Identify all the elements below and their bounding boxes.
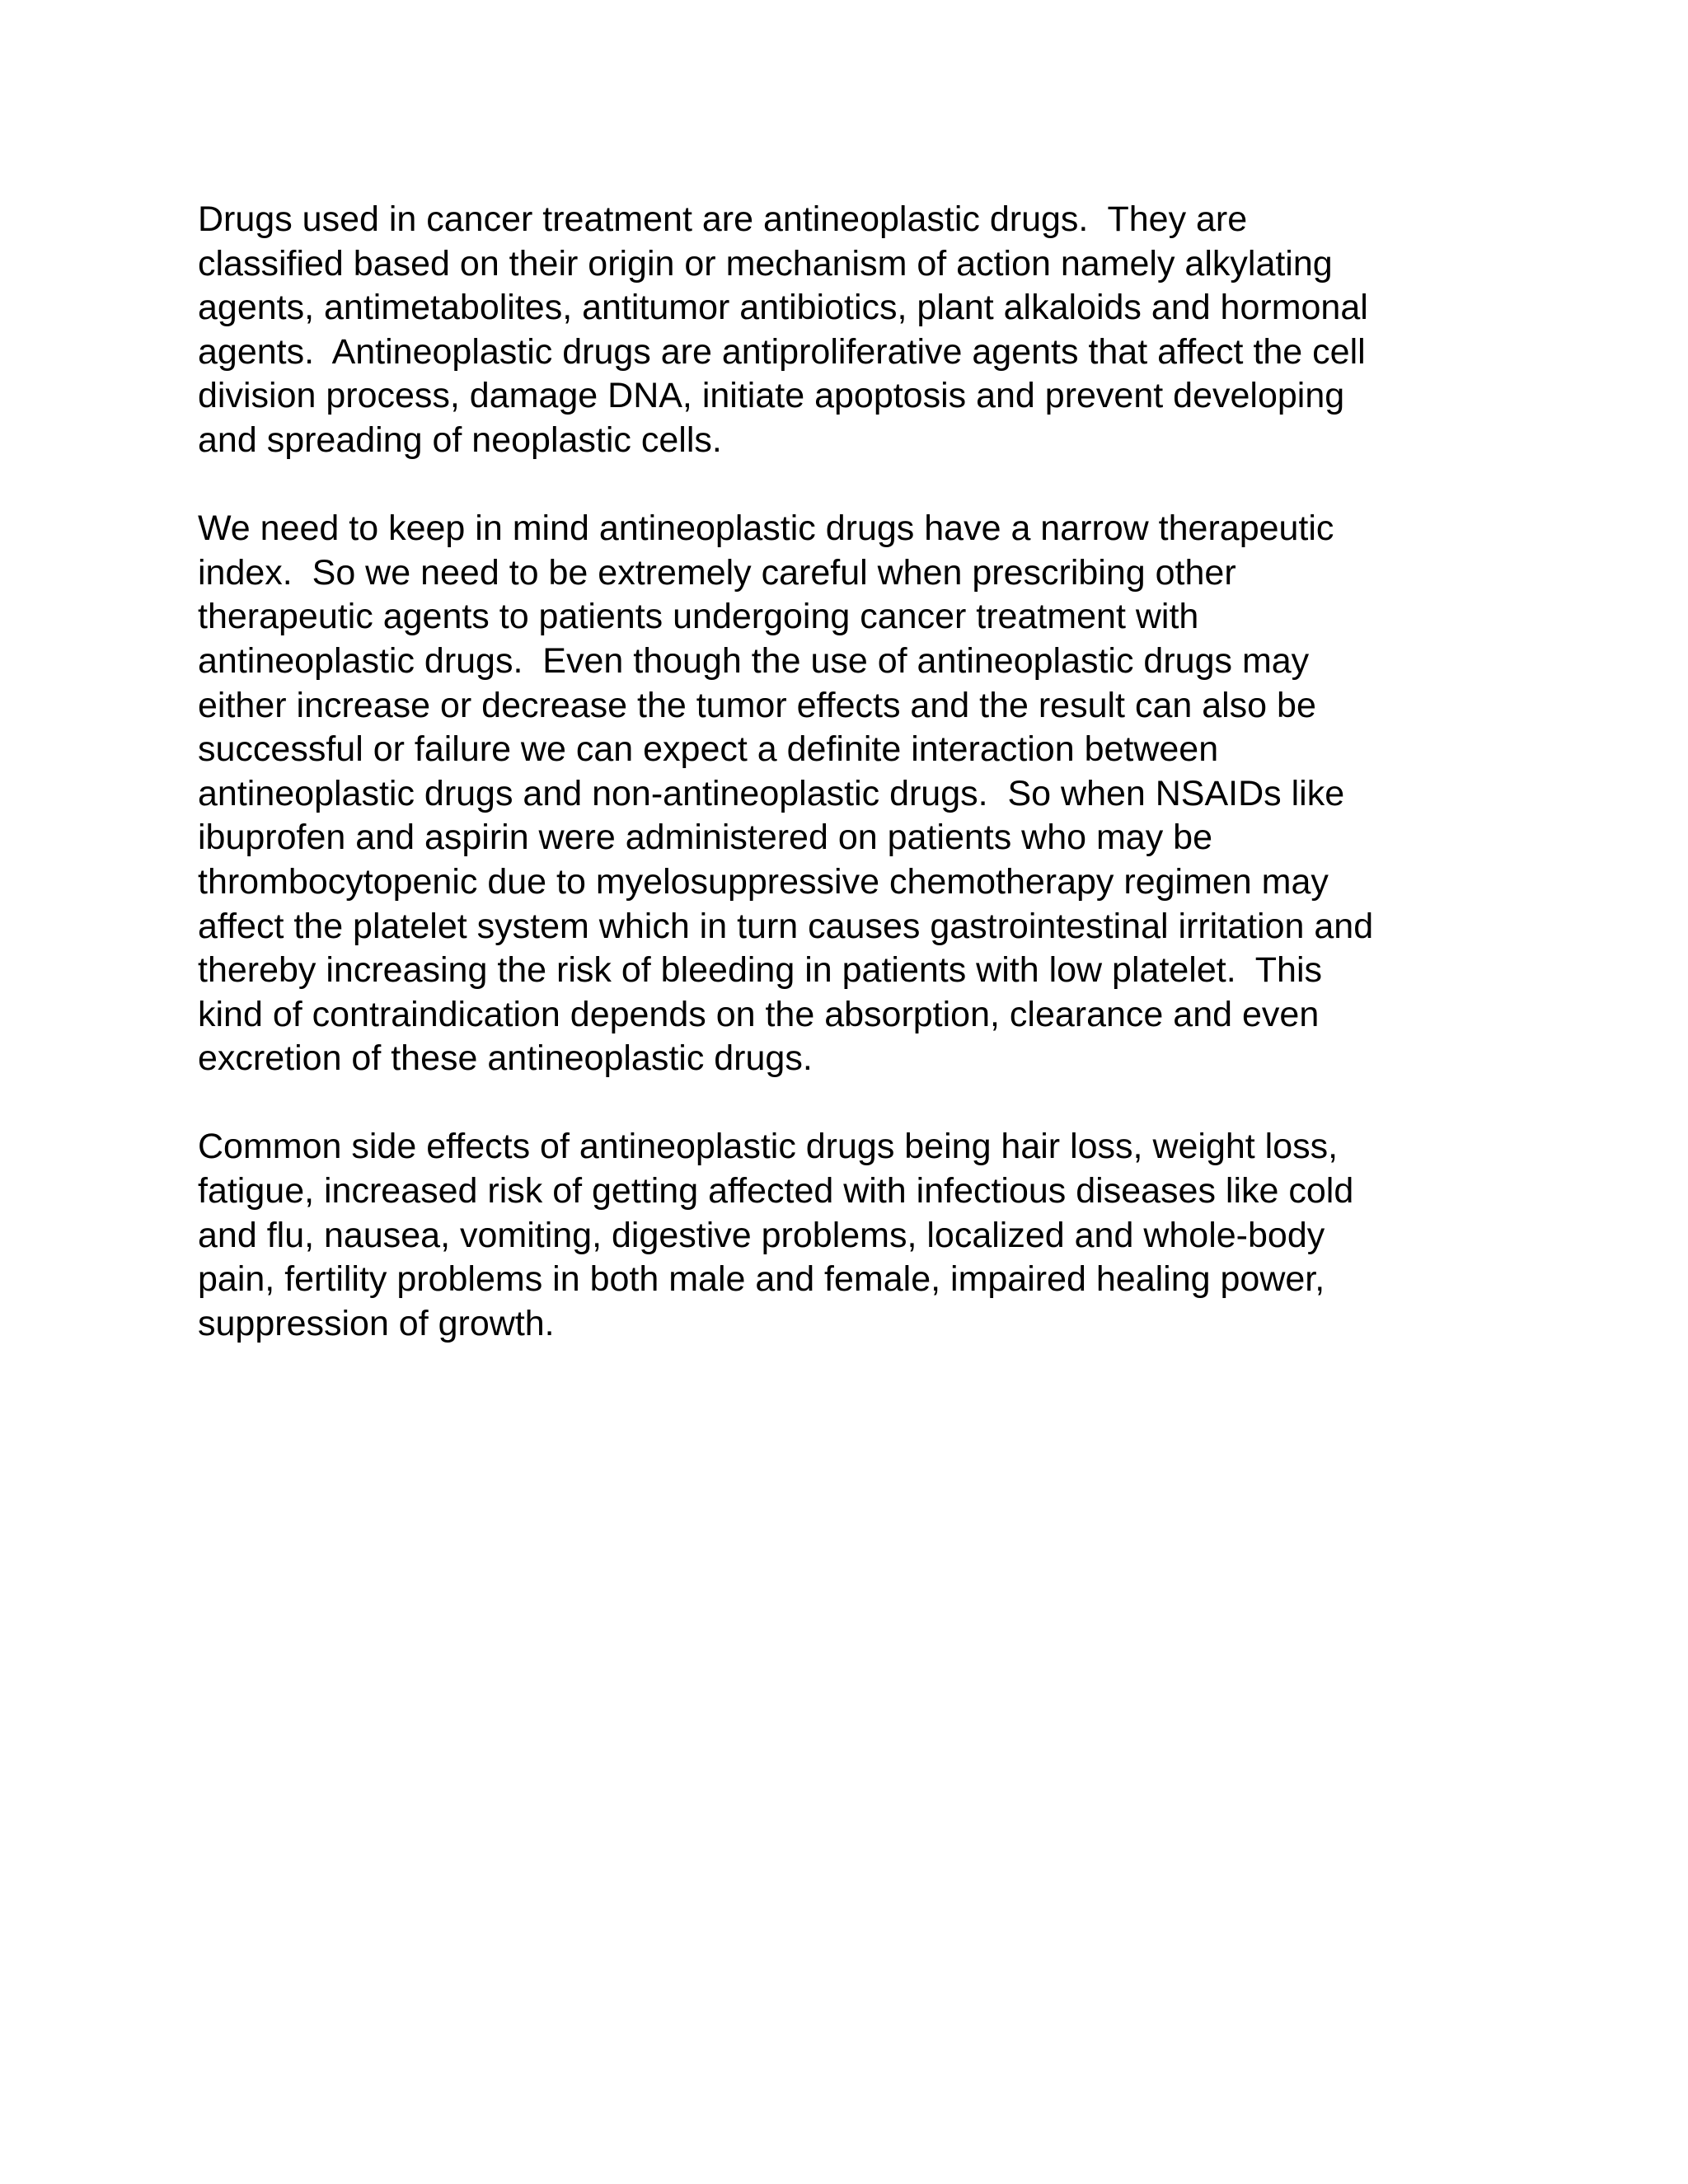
text-line: division process, damage DNA, initiate apoptosis and prevent developing — [198, 376, 1345, 416]
text-line: therapeutic agents to patients undergoing cancer treatment with — [198, 597, 1199, 637]
text-line: agents. Antineoplastic drugs are antiproliferative agents that affect the cell — [198, 331, 1366, 372]
text-line: antineoplastic drugs and non-antineoplastic drugs. So when NSAIDs like — [198, 773, 1345, 813]
text-line: suppression of growth. — [198, 1303, 555, 1343]
text-line: ibuprofen and aspirin were administered on patients who may be — [198, 818, 1213, 858]
text-line: excretion of these antineoplastic drugs. — [198, 1038, 813, 1079]
text-line: antineoplastic drugs. Even though the use of antineoplastic drugs may — [198, 640, 1310, 681]
text-line: We need to keep in mind antineoplastic drugs have a narrow therapeutic — [198, 509, 1334, 549]
text-line: fatigue, increased risk of getting affected with infectious diseases like cold — [198, 1171, 1354, 1212]
text-line: Common side effects of antineoplastic drugs being hair loss, weight loss, — [198, 1127, 1339, 1167]
paragraph-side-effects — [198, 1125, 1550, 1346]
text-line: index. So we need to be extremely careful when prescribing other — [198, 552, 1236, 593]
text-line: and flu, nausea, vomiting, digestive problems, localized and whole-body — [198, 1215, 1325, 1255]
paragraph-drug-interactions — [198, 507, 1550, 1081]
text-line: agents, antimetabolites, antitumor antibiotics, plant alkaloids and hormonal — [198, 288, 1368, 328]
document-body — [198, 198, 1550, 1390]
text-line: Drugs used in cancer treatment are antineoplastic drugs. They are — [198, 199, 1248, 239]
text-line: thereby increasing the risk of bleeding in patients with low platelet. This — [198, 950, 1323, 991]
text-line: successful or failure we can expect a definite interaction between — [198, 729, 1219, 770]
text-line: affect the platelet system which in turn causes gastrointestinal irritation and — [198, 906, 1374, 946]
text-line: kind of contraindication depends on the absorption, clearance and even — [198, 994, 1320, 1034]
text-line: and spreading of neoplastic cells. — [198, 419, 722, 460]
text-line: either increase or decrease the tumor effects and the result can also be — [198, 685, 1316, 725]
text-line: thrombocytopenic due to myelosuppressive chemotherapy regimen may — [198, 861, 1329, 902]
text-line: classified based on their origin or mechanism of action namely alkylating — [198, 243, 1333, 284]
text-line: pain, fertility problems in both male and female, impaired healing power, — [198, 1259, 1325, 1300]
paragraph-antineoplastic-overview — [198, 198, 1550, 463]
